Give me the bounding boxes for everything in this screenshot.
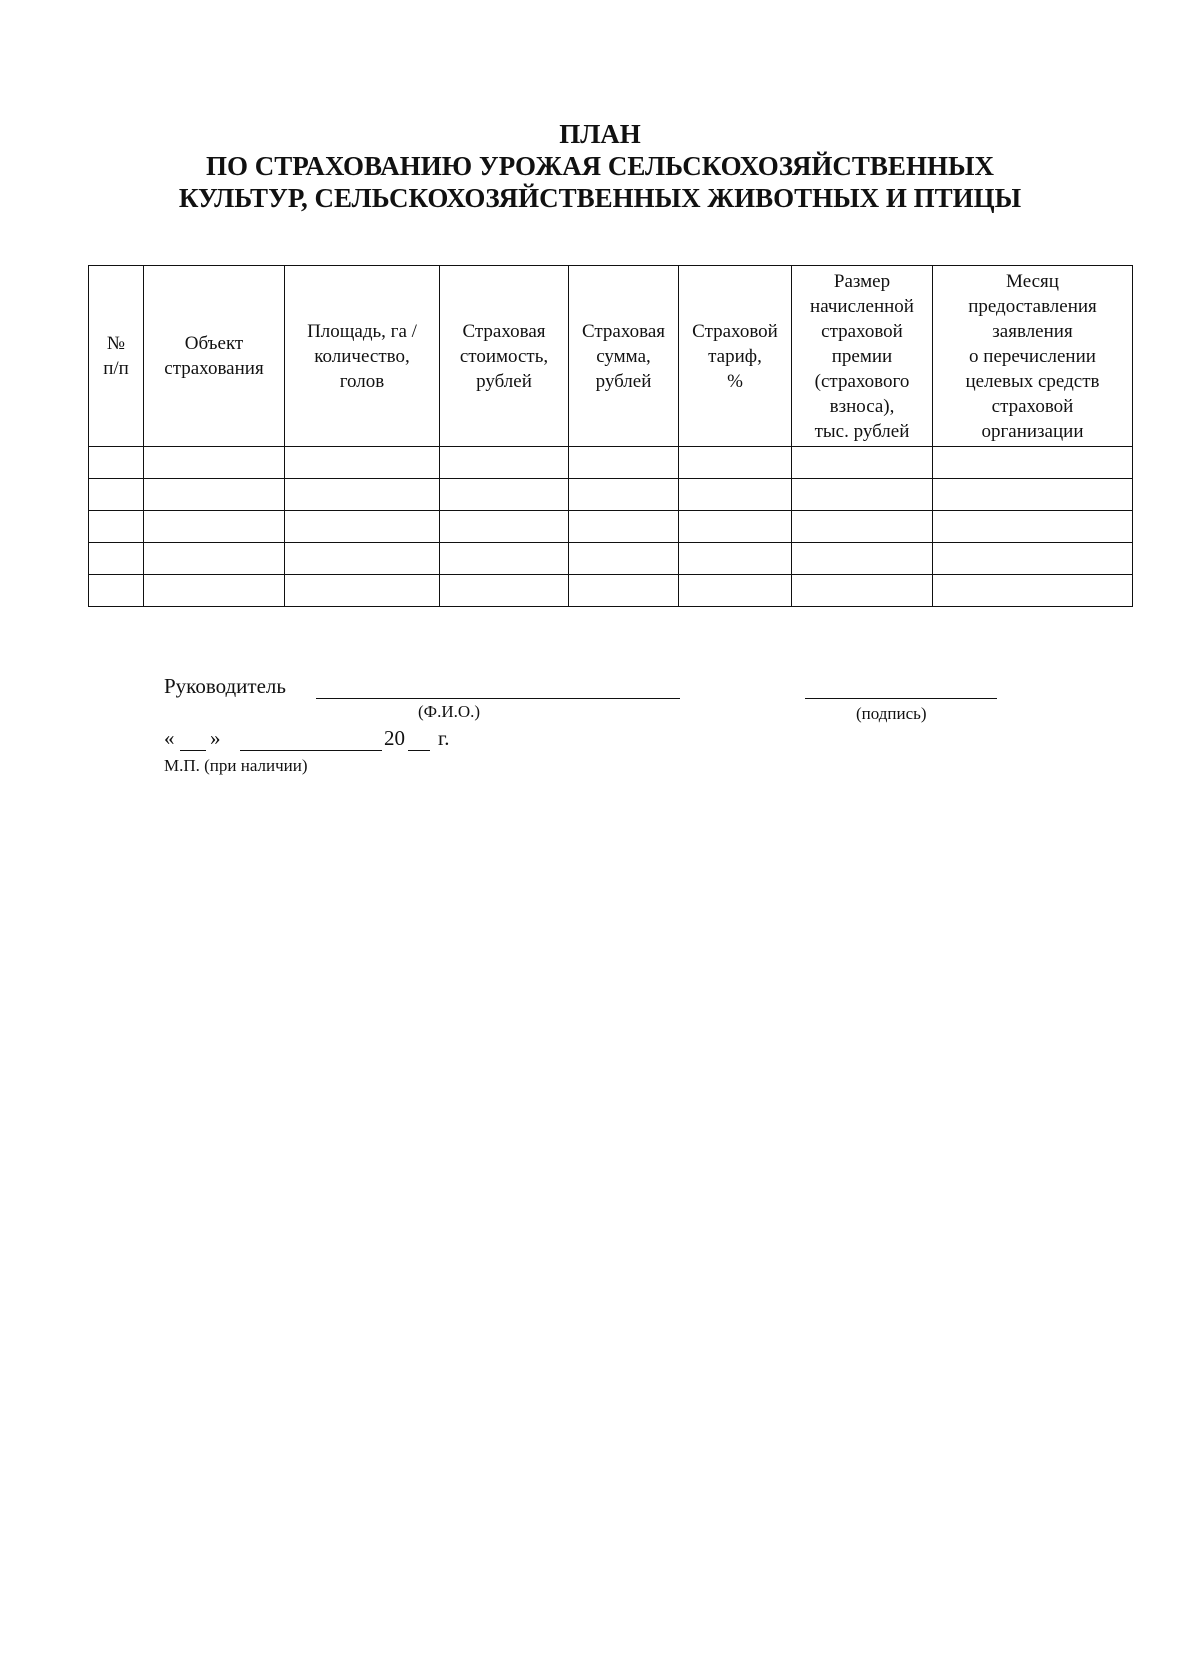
table-cell[interactable]: [440, 511, 569, 543]
year-line[interactable]: [408, 750, 430, 751]
table-cell[interactable]: [933, 575, 1133, 607]
table-cell[interactable]: [440, 575, 569, 607]
year-suffix: г.: [438, 726, 450, 750]
date-month-line[interactable]: [240, 750, 382, 751]
header-premium: Размер начисленной страховой премии (страхового взноса), тыс. рублей: [792, 266, 933, 447]
table-cell[interactable]: [144, 543, 285, 575]
head-label: Руководитель: [164, 674, 286, 698]
table-cell[interactable]: [440, 543, 569, 575]
table-cell[interactable]: [440, 447, 569, 479]
table-cell[interactable]: [933, 479, 1133, 511]
table-row: [89, 575, 1133, 607]
table-row: [89, 543, 1133, 575]
table-cell[interactable]: [933, 543, 1133, 575]
table-cell[interactable]: [569, 447, 679, 479]
table-cell[interactable]: [285, 479, 440, 511]
table-cell[interactable]: [569, 543, 679, 575]
table-cell[interactable]: [792, 447, 933, 479]
table-cell[interactable]: [89, 575, 144, 607]
header-insured-sum: Страховая сумма, рублей: [569, 266, 679, 447]
table-cell[interactable]: [933, 511, 1133, 543]
date-open-quote: «: [164, 726, 175, 750]
table-header-row: [89, 266, 1133, 447]
signature-line[interactable]: [805, 698, 997, 699]
table-cell[interactable]: [679, 511, 792, 543]
document-title: [150, 118, 1050, 214]
table-cell[interactable]: [440, 479, 569, 511]
table-cell[interactable]: [933, 447, 1133, 479]
header-tariff: Страховой тариф, %: [679, 266, 792, 447]
header-insured-value: Страховая стоимость, рублей: [440, 266, 569, 447]
table-cell[interactable]: [285, 511, 440, 543]
table-cell[interactable]: [285, 575, 440, 607]
table-row: [89, 447, 1133, 479]
table-cell[interactable]: [285, 447, 440, 479]
table-cell[interactable]: [679, 543, 792, 575]
table-cell[interactable]: [89, 543, 144, 575]
fio-line[interactable]: [316, 698, 680, 699]
table-cell[interactable]: [569, 479, 679, 511]
table-cell[interactable]: [792, 575, 933, 607]
title-line-1: ПЛАН: [559, 119, 641, 149]
table-cell[interactable]: [89, 479, 144, 511]
table-cell[interactable]: [679, 479, 792, 511]
date-day-line[interactable]: [180, 750, 206, 751]
table-cell[interactable]: [144, 479, 285, 511]
table-cell[interactable]: [679, 447, 792, 479]
table-cell[interactable]: [569, 575, 679, 607]
table-cell[interactable]: [285, 543, 440, 575]
table-cell[interactable]: [679, 575, 792, 607]
signature-caption: (подпись): [856, 704, 927, 723]
stamp-note: М.П. (при наличии): [164, 756, 308, 775]
title-line-2: ПО СТРАХОВАНИЮ УРОЖАЯ СЕЛЬСКОХОЗЯЙСТВЕННЫХ: [206, 151, 994, 181]
table-cell[interactable]: [792, 511, 933, 543]
table-cell[interactable]: [89, 447, 144, 479]
table-cell[interactable]: [569, 511, 679, 543]
table-cell[interactable]: [144, 575, 285, 607]
table-row: [89, 511, 1133, 543]
table-cell[interactable]: [144, 511, 285, 543]
year-prefix: 20: [384, 726, 405, 750]
table-cell[interactable]: [792, 543, 933, 575]
fio-caption: (Ф.И.О.): [418, 702, 481, 721]
table-cell[interactable]: [89, 511, 144, 543]
date-close-quote: »: [210, 726, 221, 750]
header-object: Объект страхования: [144, 266, 285, 447]
insurance-plan-table: [88, 265, 1133, 607]
table-cell[interactable]: [792, 479, 933, 511]
table-cell[interactable]: [144, 447, 285, 479]
header-application-month: Месяц предоставления заявления о перечислении целевых средств страховой организации: [933, 266, 1133, 447]
header-area: Площадь, га / количество, голов: [285, 266, 440, 447]
header-number: № п/п: [89, 266, 144, 447]
title-line-3: КУЛЬТУР, СЕЛЬСКОХОЗЯЙСТВЕННЫХ ЖИВОТНЫХ И ПТИЦЫ: [178, 183, 1022, 213]
table-row: [89, 479, 1133, 511]
